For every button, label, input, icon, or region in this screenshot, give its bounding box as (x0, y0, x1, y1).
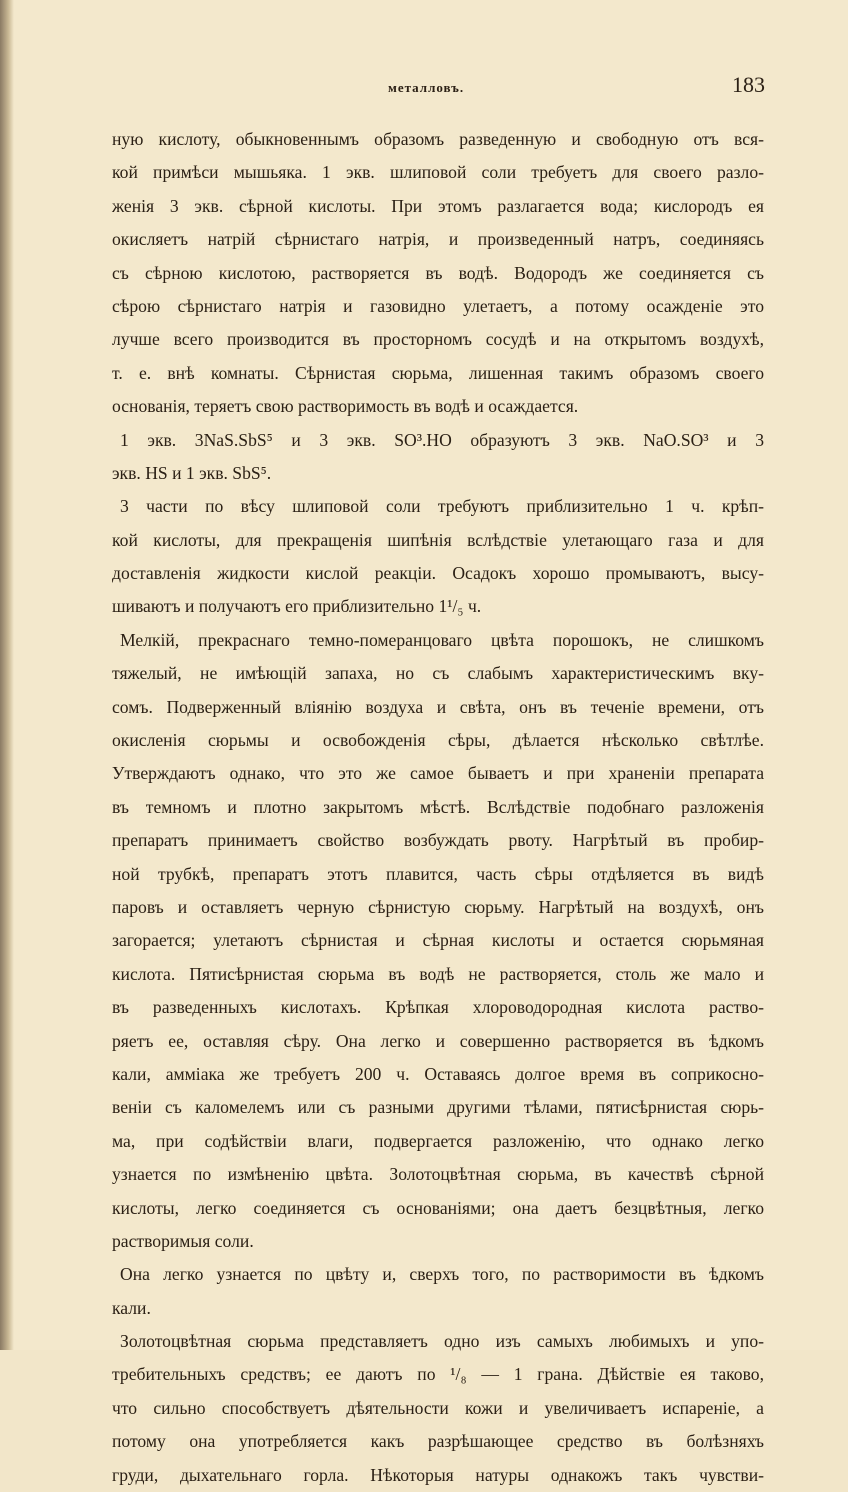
text-line: Она легко узнается по цвѣту и, сверхъ того, по растворимости въ ѣдкомъ (120, 1264, 764, 1285)
text-line: кислота. Пятисѣрнистая сюрьма въ водѣ не растворяется, столь же мало и (112, 963, 764, 984)
text-line: груди, дыхательнаго горла. Нѣкоторыя натуры однакожъ такъ чувстви- (112, 1464, 764, 1485)
text-line: Золотоцвѣтная сюрьма представляетъ одно изъ самыхъ любимыхъ и упо- (120, 1331, 764, 1352)
text-line: кали. (112, 1297, 151, 1318)
text-line: шиваютъ и получаютъ его приблизительно 1¹/₅ ч. (112, 596, 482, 617)
text-line: т. е. внѣ комнаты. Сѣрнистая сюрьма, лишенная такимъ образомъ своего (112, 362, 764, 383)
text-line: 3 части по вѣсу шлиповой соли требуютъ приблизительно 1 ч. крѣп- (120, 496, 764, 517)
text-line: веніи съ каломелемъ или съ разными другими тѣлами, пятисѣрнистая сюрь- (112, 1097, 764, 1118)
body-text (112, 123, 764, 1492)
text-line: сомъ. Подверженный вліянію воздуха и свѣта, онъ въ теченіе времени, отъ (112, 696, 764, 717)
text-line: основанія, теряетъ свою растворимость въ водѣ и осаждается. (112, 396, 579, 417)
text-line: ную кислоту, обыкновеннымъ образомъ разведенную и свободную отъ вся- (112, 129, 764, 149)
text-line: экв. HS и 1 экв. SbS⁵. (112, 462, 272, 483)
text-line: кислоты, легко соединяется съ основаніями; она даетъ безцвѣтныя, легко (112, 1197, 764, 1218)
text-line: узнается по измѣненію цвѣта. Золотоцвѣтная сюрьма, въ качествѣ сѣрной (112, 1164, 764, 1185)
text-line: 1 экв. 3NaS.SbS⁵ и 3 экв. SO³.HO образуютъ 3 экв. NaO.SO³ и 3 (120, 429, 764, 450)
text-line: въ темномъ и плотно закрытомъ мѣстѣ. Вслѣдствіе подобнаго разложенія (112, 796, 764, 817)
text-line: тяжелый, не имѣющій запаха, но съ слабымъ характеристическимъ вку- (112, 663, 764, 684)
text-line: ряетъ ее, оставляя сѣру. Она легко и совершенно растворяется въ ѣдкомъ (112, 1030, 764, 1051)
text-line: лучше всего производится въ просторномъ сосудѣ и на открытомъ воздухѣ, (112, 329, 764, 350)
text-line: кой примѣси мышьяка. 1 экв. шлиповой соли требуетъ для своего разло- (112, 162, 764, 183)
text-line: съ сѣрною кислотою, растворяется въ водѣ. Водородъ же соединяется съ (112, 262, 764, 283)
text-line: ма, при содѣйствіи влаги, подвергается разложенію, что однако легко (112, 1130, 764, 1151)
text-line: окисляетъ натрій сѣрнистаго натрія, и произведенный натръ, соединяясь (112, 229, 764, 250)
text-line: требительныхъ средствъ; ее даютъ по ¹/₈ — 1 грана. Дѣйствіе ея таково, (112, 1364, 764, 1385)
text-line: загорается; улетаютъ сѣрнистая и сѣрная кислоты и остается сюрьмяная (112, 930, 764, 951)
text-line: ной трубкѣ, препаратъ этотъ плавится, часть сѣры отдѣляется въ видѣ (112, 863, 764, 884)
running-head: металловъ. (388, 80, 465, 95)
page-number: 183 (732, 72, 765, 97)
text-line: сѣрою сѣрнистаго натрія и газовидно улетаетъ, а потому осажденіе это (112, 295, 764, 316)
text-line: растворимыя соли. (112, 1230, 254, 1251)
page-binding-edge (0, 0, 14, 1350)
text-line: кали, амміака же требуетъ 200 ч. Оставаясь долгое время въ соприкосно- (112, 1063, 764, 1084)
text-line: Утверждаютъ однако, что это же самое бываетъ и при храненіи препарата (112, 763, 764, 784)
text-line: паровъ и оставляетъ черную сѣрнистую сюрьму. Нагрѣтый на воздухѣ, онъ (112, 896, 764, 917)
text-line: препаратъ принимаетъ свойство возбуждать рвоту. Нагрѣтый въ пробир- (112, 830, 764, 851)
text-line: окисленія сюрьмы и освобожденія сѣры, дѣлается нѣсколько свѣтлѣе. (112, 730, 764, 751)
text-line: въ разведенныхъ кислотахъ. Крѣпкая хлороводородная кислота раство- (112, 997, 764, 1018)
page-header (110, 72, 765, 102)
text-line: кой кислоты, для прекращенія шипѣнія вслѣдствіе улетающаго газа и для (112, 529, 764, 550)
text-line: что сильно способствуетъ дѣятельности кожи и увеличиваетъ испареніе, а (112, 1397, 764, 1418)
text-line: женія 3 экв. сѣрной кислоты. При этомъ разлагается вода; кислородъ ея (112, 195, 764, 216)
text-line: доставленія жидкости кислой реакціи. Осадокъ хорошо промываютъ, высу- (112, 563, 764, 584)
text-line: Мелкій, прекраснаго темно-померанцоваго цвѣта порошокъ, не слишкомъ (120, 629, 764, 650)
text-line: потому она употребляется какъ разрѣшающее средство въ болѣзняхъ (112, 1431, 764, 1452)
